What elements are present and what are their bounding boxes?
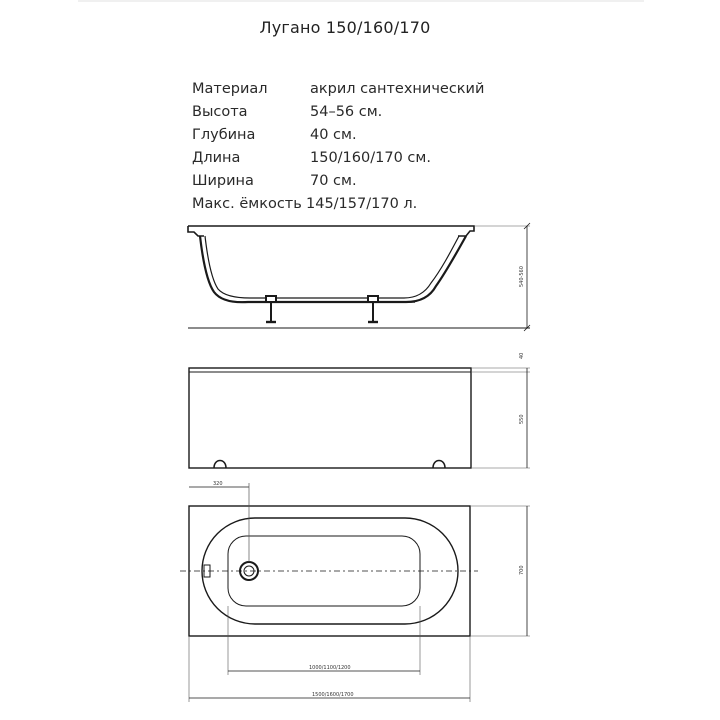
top-width-label: 700 [519,565,525,575]
side-shell-inner [205,236,459,298]
page-title: Лугано 150/160/170 [259,18,431,37]
front-rim-label: 40 [519,352,525,359]
top-inner-length-label: 1000/1100/1200 [309,665,351,671]
spec-value: 145/157/170 л. [306,196,418,212]
side-leg-right [368,296,378,322]
side-section-view [188,223,530,331]
spec-label: Высота [192,104,248,120]
top-view [180,483,530,702]
spec-value: 150/160/170 см. [310,150,431,166]
side-rim [188,226,474,236]
side-height-label: 540-560 [519,266,525,287]
spec-value: 40 см. [310,127,357,143]
front-height-label: 550 [519,414,525,424]
top-drain-offset-label: 320 [213,481,223,487]
top-total-length-label: 1500/1600/1700 [312,692,354,698]
spec-value: 54–56 см. [310,104,383,120]
side-leg-left [266,296,276,322]
front-foot-right [433,461,445,469]
spec-label: Макс. ёмкость [192,196,302,212]
front-panel-outline [189,368,471,468]
spec-label: Длина [192,150,241,166]
spec-value: 70 см. [310,173,357,189]
side-shell-outer [200,236,466,302]
front-foot-left [214,461,226,469]
front-panel-view [189,368,530,468]
spec-value: акрил сантехнический [310,81,485,97]
spec-label: Ширина [192,173,254,189]
spec-label: Материал [192,81,268,97]
spec-label: Глубина [192,127,256,143]
